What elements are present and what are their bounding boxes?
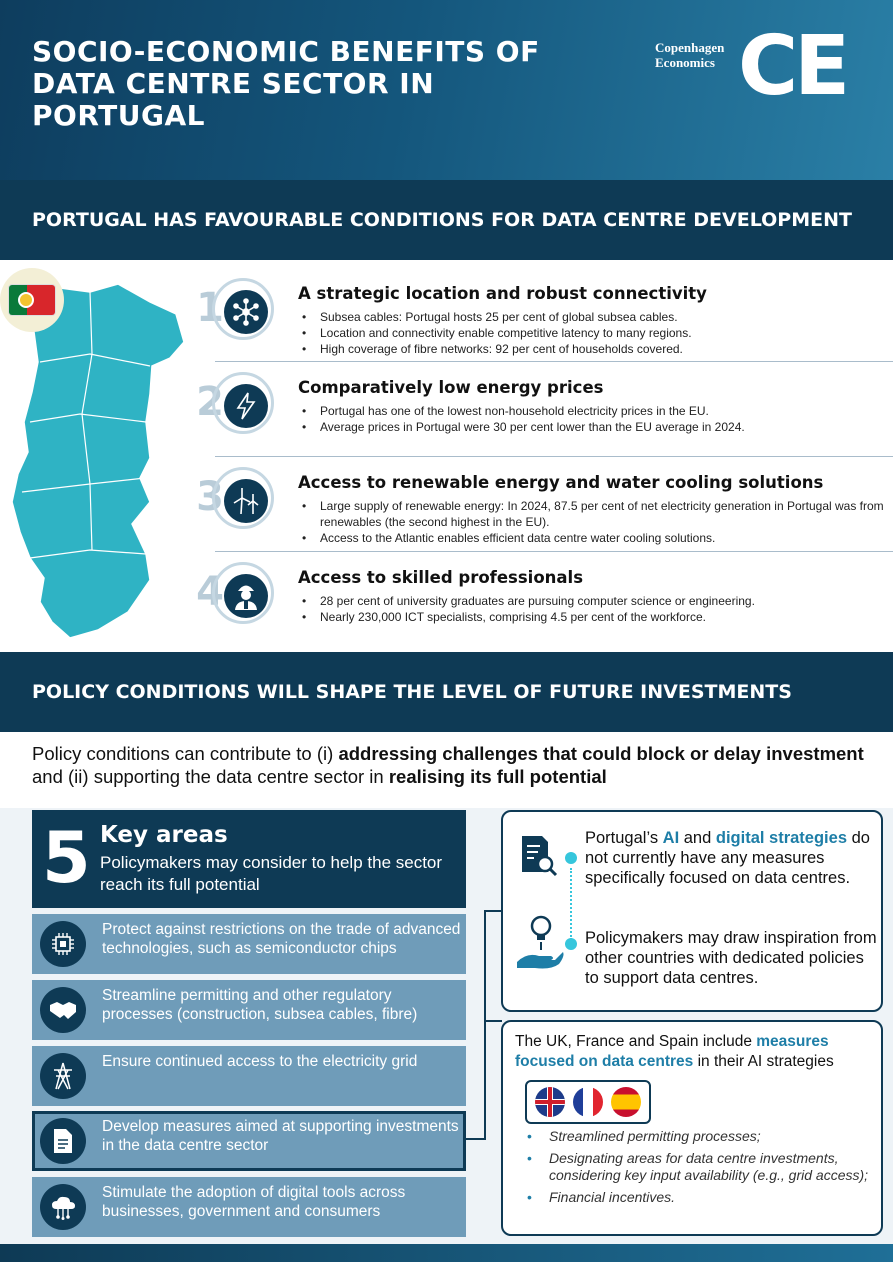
key-area-text: Streamline permitting and other regulatory processes (construction, subsea cables, fibre) xyxy=(102,987,418,1023)
document-icon xyxy=(40,1118,86,1164)
key-areas-title: Key areas xyxy=(100,822,228,848)
chip-icon xyxy=(40,921,86,967)
key-area-text: Develop measures aimed at supporting investments in the data centre sector xyxy=(102,1118,459,1154)
connector-line xyxy=(466,1138,486,1140)
key-areas-count: 5 xyxy=(42,817,91,899)
divider xyxy=(215,361,893,362)
condition-bullets xyxy=(298,403,888,435)
key-area-1 xyxy=(32,914,466,974)
key-areas-header xyxy=(32,810,466,908)
list-item: • Average prices in Portugal were 30 per cent lower than the EU average in 2024. xyxy=(298,419,888,435)
connector-line xyxy=(484,910,486,1138)
divider xyxy=(215,456,893,457)
connector-line xyxy=(484,1020,502,1022)
key-area-5 xyxy=(32,1177,466,1237)
condition-title: A strategic location and robust connectivity xyxy=(298,284,707,303)
list-item: • Large supply of renewable energy: In 2024, 87.5 per cent of net electricity generation in Portugal was from renewables (the second highest in the EU). xyxy=(298,498,888,530)
key-area-2 xyxy=(32,980,466,1040)
condition-bullets xyxy=(298,593,888,625)
list-item: • Financial incentives. xyxy=(523,1189,873,1206)
divider xyxy=(215,551,893,552)
policy-intro: Policy conditions can contribute to (i) addressing challenges that could block or delay investment and (ii) supporting the data centre sector in realising its full potential xyxy=(32,743,864,787)
condition-title: Access to skilled professionals xyxy=(298,568,584,587)
examples-heading: The UK, France and Spain include measures focused on data centres in their AI strategies xyxy=(515,1033,834,1070)
logo-wordmark: Copenhagen Economics xyxy=(655,40,725,70)
uk-flag-icon xyxy=(535,1087,565,1117)
timeline-line xyxy=(570,868,572,940)
list-item: • Designating areas for data centre investments, considering key input availability (e.g., grid access); xyxy=(523,1150,873,1184)
condition-bullets xyxy=(298,498,888,546)
key-area-text: Ensure continued access to the electricity grid xyxy=(102,1053,418,1070)
connector-line xyxy=(484,910,502,912)
list-item: • Nearly 230,000 ICT specialists, comprising 4.5 per cent of the workforce. xyxy=(298,609,888,625)
key-area-3 xyxy=(32,1046,466,1106)
section-heading-policy: POLICY CONDITIONS WILL SHAPE THE LEVEL OF FUTURE INVESTMENTS xyxy=(0,652,893,732)
flag-emblem-icon xyxy=(18,292,34,308)
list-item: • 28 per cent of university graduates are pursuing computer science or engineering. xyxy=(298,593,888,609)
power-pylon-icon xyxy=(40,1053,86,1099)
list-item: • Portugal has one of the lowest non-household electricity prices in the EU. xyxy=(298,403,888,419)
document-search-icon xyxy=(515,834,561,880)
country-flags xyxy=(525,1080,651,1124)
examples-box xyxy=(501,1020,883,1236)
list-item: • Location and connectivity enable competitive latency to many regions. xyxy=(298,325,888,341)
logo-mark: CE xyxy=(738,19,847,114)
digital-cloud-icon xyxy=(40,1184,86,1230)
wind-turbine-icon xyxy=(224,479,268,523)
list-item: • Subsea cables: Portugal hosts 25 per cent of global subsea cables. xyxy=(298,309,888,325)
page-title: SOCIO-ECONOMIC BENEFITS OF DATA CENTRE SECTOR IN PORTUGAL xyxy=(32,35,540,132)
key-area-4 xyxy=(32,1111,466,1171)
portugal-map-shape xyxy=(12,284,184,638)
network-icon xyxy=(224,290,268,334)
list-item: • High coverage of fibre networks: 92 per cent of households covered. xyxy=(298,341,888,357)
timeline-dot xyxy=(565,852,577,864)
section-heading-conditions: PORTUGAL HAS FAVOURABLE CONDITIONS FOR DATA CENTRE DEVELOPMENT xyxy=(0,180,893,260)
condition-number: 3 xyxy=(196,474,224,520)
key-area-text: Protect against restrictions on the trade of advanced technologies, such as semiconductor chips xyxy=(102,921,461,957)
footer-bar xyxy=(0,1244,893,1262)
spain-flag-icon xyxy=(611,1087,641,1117)
condition-number: 2 xyxy=(196,379,224,425)
key-areas-subtitle: Policymakers may consider to help the sector reach its full potential xyxy=(100,853,443,894)
engineer-icon xyxy=(224,574,268,618)
idea-hand-icon xyxy=(515,912,561,958)
lightning-icon xyxy=(224,384,268,428)
list-item: • Access to the Atlantic enables efficient data centre water cooling solutions. xyxy=(298,530,888,546)
condition-title: Access to renewable energy and water cooling solutions xyxy=(298,473,824,492)
condition-title: Comparatively low energy prices xyxy=(298,378,604,397)
france-flag-icon xyxy=(573,1087,603,1117)
condition-bullets xyxy=(298,309,888,357)
examples-list xyxy=(523,1128,873,1211)
strategy-box xyxy=(501,810,883,1012)
condition-number: 4 xyxy=(196,569,224,615)
header-banner xyxy=(0,0,893,180)
handshake-icon xyxy=(40,987,86,1033)
inspiration-text: Policymakers may draw inspiration from other countries with dedicated policies to support data centres. xyxy=(585,929,877,987)
strategy-text: Portugal’s AI and digital strategies do not currently have any measures specifically focused on data centres. xyxy=(585,829,870,887)
key-area-text: Stimulate the adoption of digital tools across businesses, government and consumers xyxy=(102,1184,406,1220)
timeline-dot xyxy=(565,938,577,950)
list-item: • Streamlined permitting processes; xyxy=(523,1128,873,1145)
condition-number: 1 xyxy=(196,285,224,331)
